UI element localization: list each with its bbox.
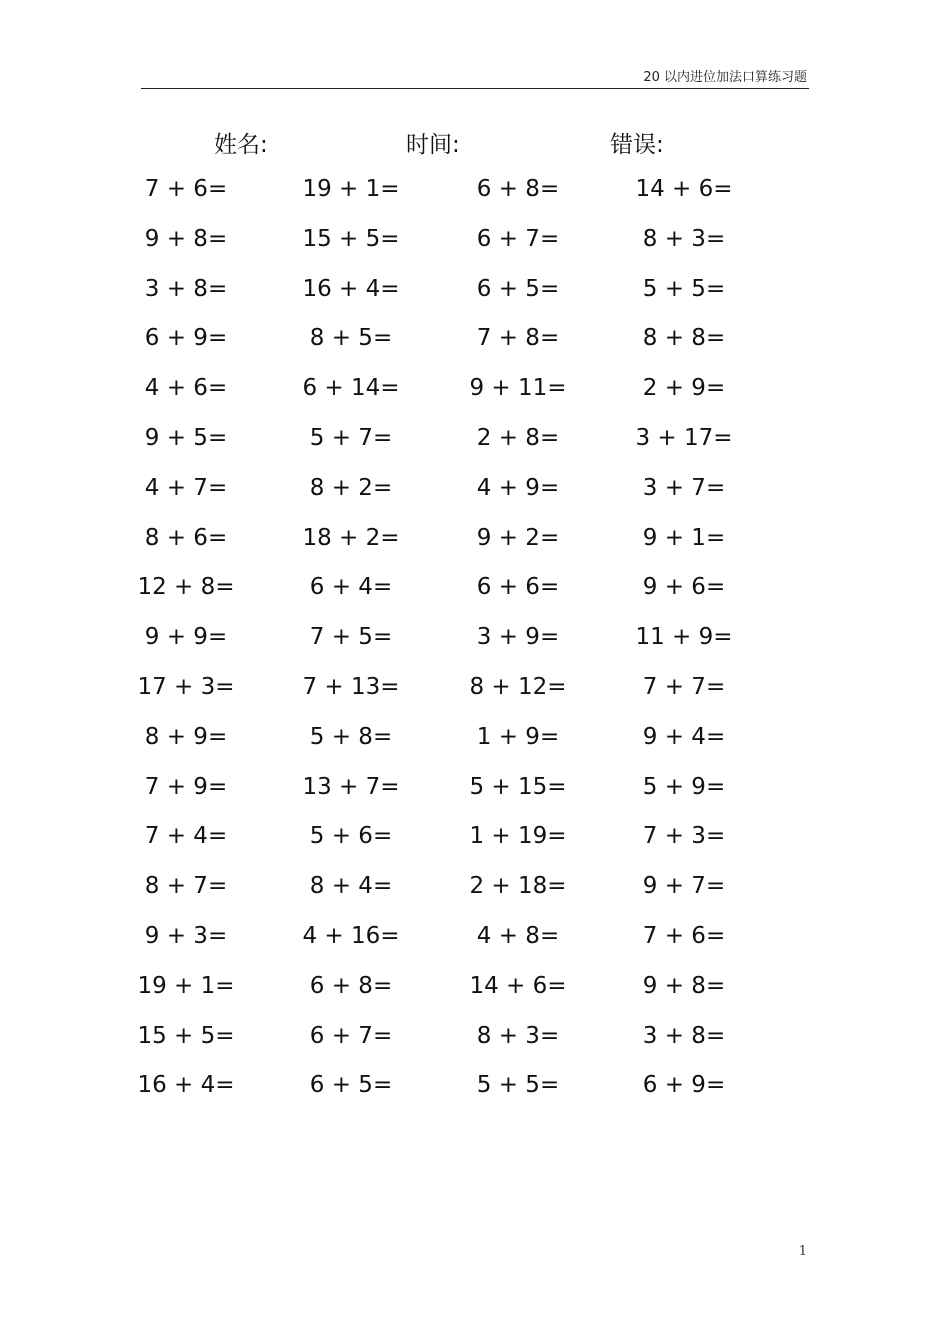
problem-8-3: 9 + 2= — [476, 525, 560, 551]
problem-11-2: 7 + 13= — [302, 674, 400, 700]
problem-9-3: 6 + 6= — [476, 574, 560, 600]
problem-3-1: 3 + 8= — [144, 276, 228, 302]
problem-17-1: 19 + 1= — [137, 973, 235, 999]
problem-17-2: 6 + 8= — [309, 973, 393, 999]
problem-5-1: 4 + 6= — [144, 375, 228, 401]
problem-5-4: 2 + 9= — [642, 375, 726, 401]
problem-4-2: 8 + 5= — [309, 325, 393, 351]
problem-3-3: 6 + 5= — [476, 276, 560, 302]
problem-14-1: 7 + 4= — [144, 823, 228, 849]
problem-2-1: 9 + 8= — [144, 226, 228, 252]
problem-18-4: 3 + 8= — [642, 1023, 726, 1049]
problem-1-3: 6 + 8= — [476, 176, 560, 202]
problem-15-4: 9 + 7= — [642, 873, 726, 899]
problem-15-2: 8 + 4= — [309, 873, 393, 899]
problem-7-2: 8 + 2= — [309, 475, 393, 501]
problem-5-3: 9 + 11= — [469, 375, 567, 401]
errors-label: 错误: — [610, 132, 664, 158]
problem-19-2: 6 + 5= — [309, 1072, 393, 1098]
problem-2-2: 15 + 5= — [302, 226, 400, 252]
problem-6-1: 9 + 5= — [144, 425, 228, 451]
problem-11-4: 7 + 7= — [642, 674, 726, 700]
problem-8-2: 18 + 2= — [302, 525, 400, 551]
problem-10-4: 11 + 9= — [635, 624, 733, 650]
problem-12-2: 5 + 8= — [309, 724, 393, 750]
problem-3-4: 5 + 5= — [642, 276, 726, 302]
problem-14-4: 7 + 3= — [642, 823, 726, 849]
problem-9-2: 6 + 4= — [309, 574, 393, 600]
problem-13-4: 5 + 9= — [642, 774, 726, 800]
problem-7-3: 4 + 9= — [476, 475, 560, 501]
problem-10-1: 9 + 9= — [144, 624, 228, 650]
problem-4-1: 6 + 9= — [144, 325, 228, 351]
problem-14-2: 5 + 6= — [309, 823, 393, 849]
problem-13-2: 13 + 7= — [302, 774, 400, 800]
problem-4-4: 8 + 8= — [642, 325, 726, 351]
problem-19-3: 5 + 5= — [476, 1072, 560, 1098]
problem-13-1: 7 + 9= — [144, 774, 228, 800]
problem-16-2: 4 + 16= — [302, 923, 400, 949]
problem-18-3: 8 + 3= — [476, 1023, 560, 1049]
problem-6-3: 2 + 8= — [476, 425, 560, 451]
problem-13-3: 5 + 15= — [469, 774, 567, 800]
problem-17-3: 14 + 6= — [469, 973, 567, 999]
problem-1-1: 7 + 6= — [144, 176, 228, 202]
problem-4-3: 7 + 8= — [476, 325, 560, 351]
problem-12-4: 9 + 4= — [642, 724, 726, 750]
problem-17-4: 9 + 8= — [642, 973, 726, 999]
problem-16-4: 7 + 6= — [642, 923, 726, 949]
problem-19-4: 6 + 9= — [642, 1072, 726, 1098]
problem-7-4: 3 + 7= — [642, 475, 726, 501]
problem-10-3: 3 + 9= — [476, 624, 560, 650]
problem-9-1: 12 + 8= — [137, 574, 235, 600]
time-label: 时间: — [406, 132, 460, 158]
problem-7-1: 4 + 7= — [144, 475, 228, 501]
problem-10-2: 7 + 5= — [309, 624, 393, 650]
problem-11-1: 17 + 3= — [137, 674, 235, 700]
problem-12-1: 8 + 9= — [144, 724, 228, 750]
problem-15-1: 8 + 7= — [144, 873, 228, 899]
problem-16-1: 9 + 3= — [144, 923, 228, 949]
problem-9-4: 9 + 6= — [642, 574, 726, 600]
problem-5-2: 6 + 14= — [302, 375, 400, 401]
problem-8-4: 9 + 1= — [642, 525, 726, 551]
problem-6-2: 5 + 7= — [309, 425, 393, 451]
problem-15-3: 2 + 18= — [469, 873, 567, 899]
problem-2-3: 6 + 7= — [476, 226, 560, 252]
problem-2-4: 8 + 3= — [642, 226, 726, 252]
problem-11-3: 8 + 12= — [469, 674, 567, 700]
problem-16-3: 4 + 8= — [476, 923, 560, 949]
problem-18-2: 6 + 7= — [309, 1023, 393, 1049]
header-rule — [141, 88, 809, 89]
problem-8-1: 8 + 6= — [144, 525, 228, 551]
page-number: 1 — [798, 1244, 807, 1259]
problem-12-3: 1 + 9= — [476, 724, 560, 750]
header-title: 20 以内进位加法口算练习题 — [643, 70, 807, 85]
problem-18-1: 15 + 5= — [137, 1023, 235, 1049]
problem-19-1: 16 + 4= — [137, 1072, 235, 1098]
name-label: 姓名: — [214, 132, 268, 158]
problem-1-4: 14 + 6= — [635, 176, 733, 202]
problem-6-4: 3 + 17= — [635, 425, 733, 451]
problem-1-2: 19 + 1= — [302, 176, 400, 202]
problem-3-2: 16 + 4= — [302, 276, 400, 302]
problem-14-3: 1 + 19= — [469, 823, 567, 849]
